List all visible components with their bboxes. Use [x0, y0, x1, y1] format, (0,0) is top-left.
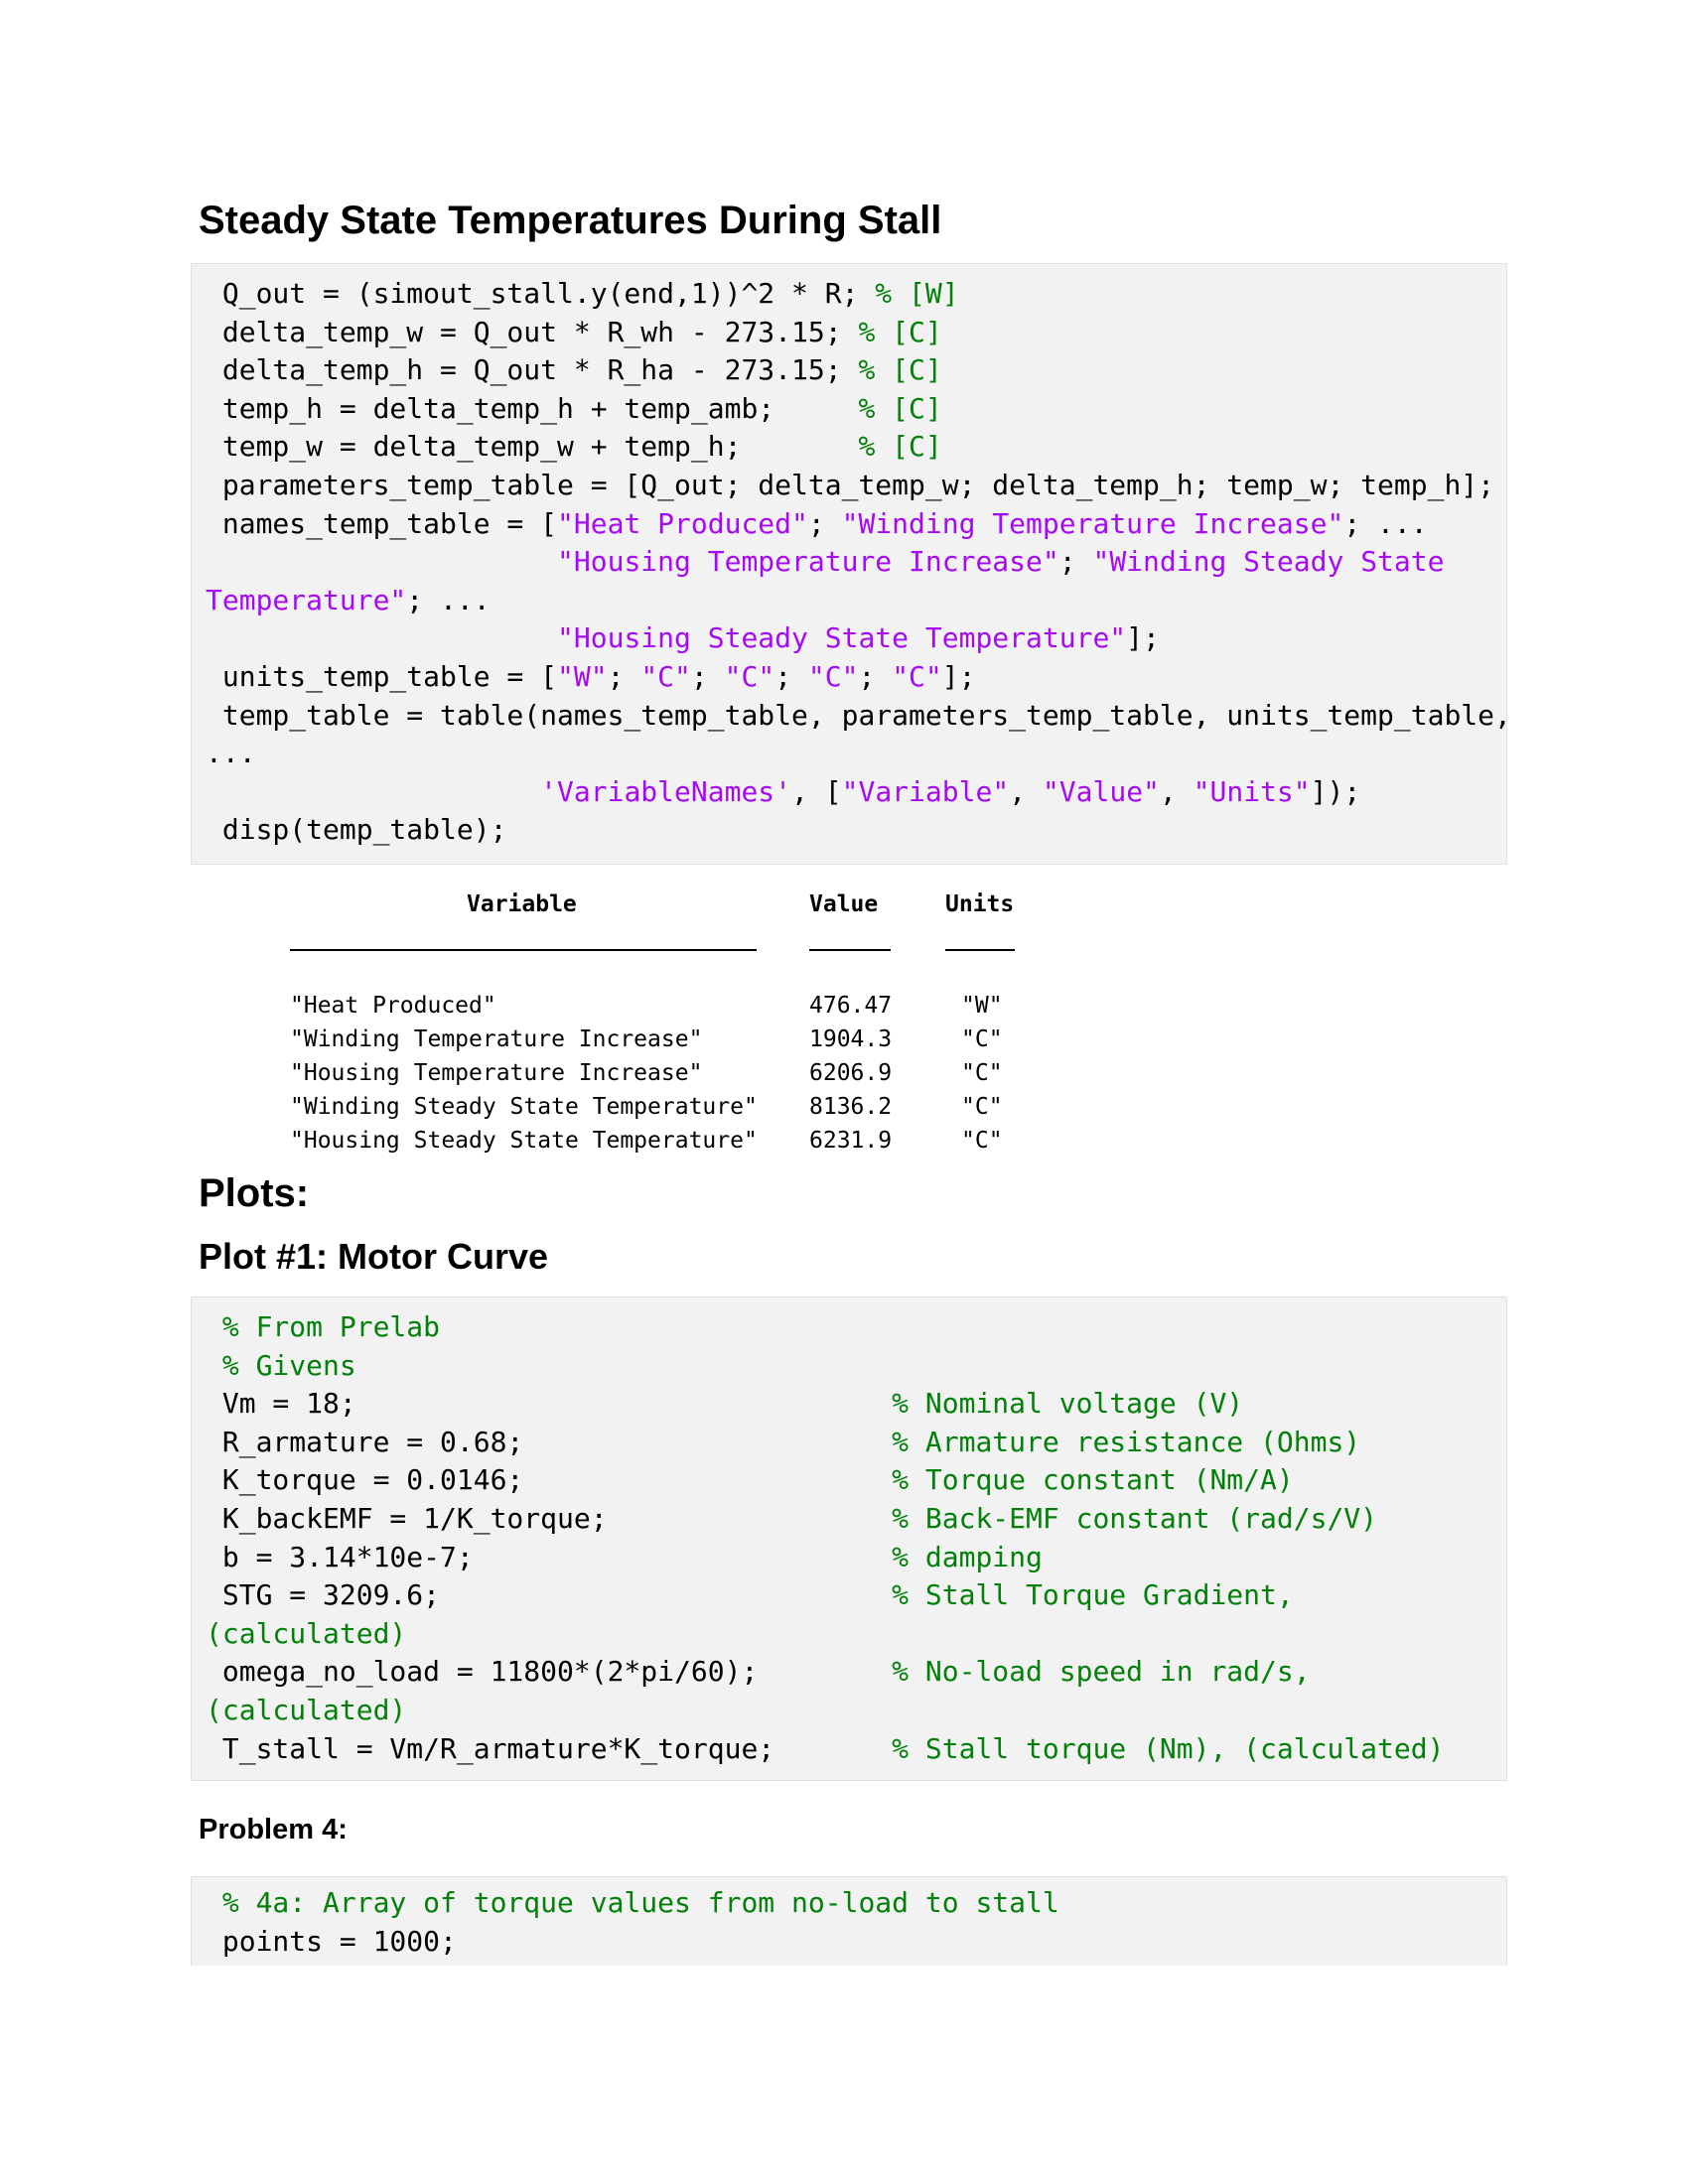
code-line — [206, 812, 506, 848]
code-line — [206, 429, 942, 465]
code-text: disp(temp_table); — [206, 813, 507, 847]
code-line — [206, 1348, 356, 1384]
code-text: ]; — [1126, 621, 1160, 655]
code-comment: % Givens — [206, 1348, 356, 1382]
code-block-problem4 — [191, 1876, 1507, 1966]
code-line — [206, 352, 942, 388]
code-line — [206, 1386, 1243, 1422]
code-text: ]; — [941, 660, 976, 693]
code-text: ; — [1058, 545, 1093, 579]
code-line — [206, 659, 976, 695]
code-text: names_temp_table = [ — [206, 506, 558, 540]
header-underline — [290, 949, 757, 951]
code-line — [206, 774, 1360, 810]
table-cell: "Winding Steady State Temperature" — [290, 1094, 758, 1120]
code-line — [206, 1731, 1444, 1767]
code-line — [206, 1616, 406, 1652]
code-comment: % Back-EMF constant (rad/s/V) — [892, 1502, 1378, 1535]
code-text: K_backEMF = 1/K_torque; — [206, 1502, 893, 1535]
code-line — [206, 1462, 1294, 1498]
code-text: temp_h = delta_temp_h + temp_amb; — [206, 391, 859, 425]
code-text: ; — [607, 660, 641, 693]
code-string: "C" — [807, 660, 859, 693]
table-cell: "Housing Temperature Increase" — [290, 1060, 703, 1086]
code-comment: % Stall torque (Nm), (calculated) — [892, 1731, 1445, 1765]
code-comment: (calculated) — [206, 1616, 407, 1650]
code-text: R_armature = 0.68; — [206, 1425, 893, 1458]
code-comment: (calculated) — [206, 1694, 407, 1726]
code-text: temp_w = delta_temp_w + temp_h; — [206, 430, 859, 464]
code-line — [206, 1540, 1043, 1575]
code-string: "C" — [724, 660, 775, 693]
table-header-variable: Variable — [467, 891, 577, 917]
code-line — [206, 1885, 1059, 1921]
section-heading-plots: Plots: — [199, 1171, 310, 1215]
code-comment: % [C] — [858, 315, 942, 348]
code-text: ; — [807, 506, 842, 540]
header-underline — [809, 949, 891, 951]
code-line — [206, 1501, 1377, 1537]
table-cell: "C" — [961, 1128, 1003, 1154]
code-comment: % Torque constant (Nm/A) — [892, 1463, 1294, 1497]
code-text: , — [1159, 774, 1194, 808]
code-text: K_torque = 0.0146; — [206, 1463, 893, 1497]
table-cell: "C" — [961, 1026, 1003, 1052]
code-string: "Value" — [1042, 774, 1160, 808]
code-text: b = 3.14*10e-7; — [206, 1540, 893, 1573]
code-line — [206, 1654, 1311, 1690]
code-block-motor-givens — [191, 1297, 1507, 1781]
code-line — [206, 698, 1511, 734]
code-text: , — [1009, 774, 1043, 808]
code-line — [206, 620, 1160, 656]
table-cell: 476.47 — [809, 993, 893, 1019]
code-string: Temperature" — [206, 583, 407, 616]
code-string: "Winding Temperature Increase" — [841, 506, 1344, 540]
code-comment: % [C] — [858, 430, 942, 464]
code-string: "W" — [557, 660, 608, 693]
table-cell: 6206.9 — [809, 1060, 893, 1086]
code-text: ; ... — [406, 583, 491, 616]
code-text: ... — [206, 737, 256, 770]
table-cell: "Winding Temperature Increase" — [290, 1026, 703, 1052]
code-text: ; ... — [1343, 506, 1428, 540]
code-line — [206, 1924, 457, 1960]
code-line — [206, 1425, 1360, 1460]
table-cell: "C" — [961, 1094, 1003, 1120]
code-comment: % Armature resistance (Ohms) — [892, 1425, 1361, 1458]
table-header-units: Units — [945, 891, 1015, 917]
code-comment: % Stall Torque Gradient, — [892, 1578, 1294, 1612]
table-header-value: Value — [809, 891, 879, 917]
table-cell: "Housing Steady State Temperature" — [290, 1128, 758, 1154]
code-text — [206, 775, 540, 808]
code-line — [206, 544, 1444, 580]
code-text: points = 1000; — [206, 1924, 457, 1958]
code-comment: % Nominal voltage (V) — [892, 1387, 1244, 1421]
code-text: parameters_temp_table = [Q_out; delta_temp_w; delta_temp_h; temp_w; temp_h]; — [206, 469, 1495, 501]
code-text — [206, 545, 557, 578]
code-line — [206, 391, 942, 427]
table-cell: 6231.9 — [809, 1128, 893, 1154]
code-text: , [ — [791, 774, 842, 808]
code-text: ; — [858, 660, 893, 693]
table-cell: "W" — [961, 993, 1003, 1019]
code-line — [206, 736, 256, 771]
code-text: delta_temp_h = Q_out * R_ha - 273.15; — [206, 353, 859, 387]
code-text: ; — [774, 660, 808, 693]
code-string: "Housing Temperature Increase" — [557, 545, 1059, 579]
code-string: "Housing Steady State Temperature" — [557, 621, 1127, 655]
code-string: "C" — [892, 660, 942, 693]
table-cell: "C" — [961, 1060, 1003, 1086]
code-text: temp_table = table(names_temp_table, parameters_temp_table, units_temp_table, — [206, 698, 1511, 732]
code-text: ; — [690, 660, 725, 693]
code-text: T_stall = Vm/R_armature*K_torque; — [206, 1731, 893, 1765]
code-string: "Winding Steady State — [1092, 545, 1445, 579]
code-line — [206, 468, 1494, 503]
code-text: Vm = 18; — [206, 1387, 893, 1421]
section-heading-steady-state: Steady State Temperatures During Stall — [199, 199, 942, 242]
code-line — [206, 1309, 440, 1345]
code-string: "Variable" — [841, 774, 1010, 808]
section-heading-plot1: Plot #1: Motor Curve — [199, 1236, 549, 1277]
code-string: "Heat Produced" — [557, 506, 808, 540]
code-comment: % [W] — [875, 277, 959, 310]
code-string: "C" — [640, 660, 691, 693]
code-line — [206, 276, 959, 312]
code-line — [206, 506, 1428, 542]
header-underline — [945, 949, 1015, 951]
code-text: ]); — [1310, 774, 1361, 808]
table-cell: 8136.2 — [809, 1094, 893, 1120]
section-heading-problem4: Problem 4: — [199, 1814, 348, 1845]
code-comment: % 4a: Array of torque values from no-load to stall — [206, 1886, 1059, 1919]
code-comment: % [C] — [858, 391, 942, 425]
table-cell: 1904.3 — [809, 1026, 893, 1052]
code-text: Q_out = (simout_stall.y(end,1))^2 * R; — [206, 277, 876, 310]
code-block-temperatures — [191, 263, 1511, 865]
code-line — [206, 315, 942, 350]
code-comment: % [C] — [858, 353, 942, 387]
code-string: "Units" — [1193, 774, 1311, 808]
code-comment: % No-load speed in rad/s, — [892, 1655, 1311, 1689]
code-text — [206, 621, 557, 654]
code-line — [206, 1577, 1294, 1613]
code-text: omega_no_load = 11800*(2*pi/60); — [206, 1655, 893, 1689]
code-comment: % damping — [892, 1540, 1043, 1573]
code-line — [206, 583, 491, 618]
code-line — [206, 1693, 406, 1728]
table-cell: "Heat Produced" — [290, 993, 496, 1019]
code-text: delta_temp_w = Q_out * R_wh - 273.15; — [206, 315, 859, 348]
code-text: units_temp_table = [ — [206, 660, 558, 693]
code-text: STG = 3209.6; — [206, 1578, 893, 1612]
code-string: 'VariableNames' — [540, 774, 792, 808]
code-comment: % From Prelab — [206, 1310, 441, 1343]
